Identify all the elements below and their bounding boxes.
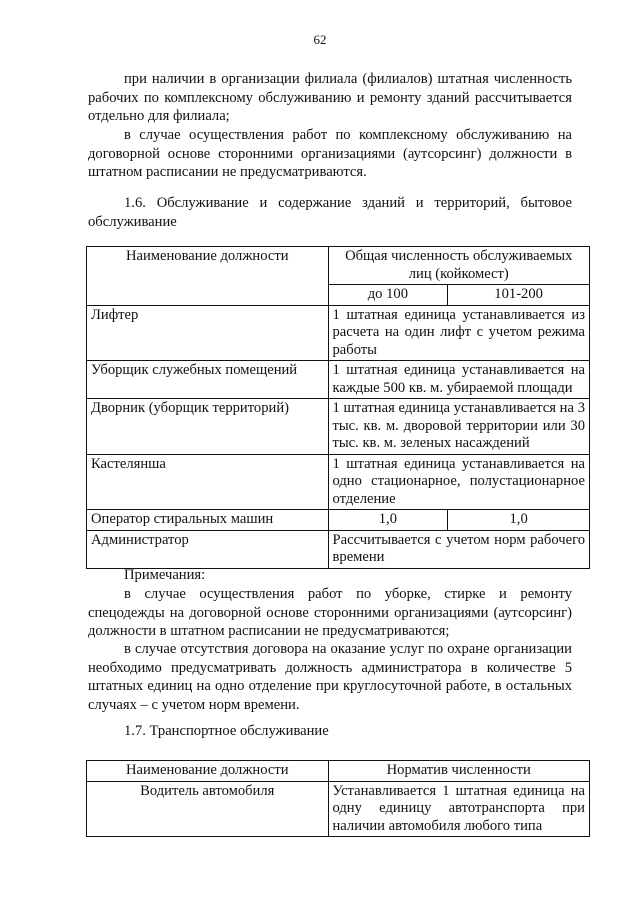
norm-cell: 1 штатная единица устанавливается на одно стационарное, полустационарное отделение <box>328 454 590 510</box>
table-row <box>87 530 590 568</box>
staffing-table <box>86 246 590 569</box>
value-cell: 1,0 <box>328 510 448 531</box>
table-row <box>87 781 590 837</box>
table-row <box>87 510 590 531</box>
norm-cell: Рассчитывается с учетом норм рабочего времени <box>328 530 590 568</box>
norm-cell: Устанавливается 1 штатная единица на одну единицу автотранспорта при наличии автомобиля любого типа <box>328 781 590 837</box>
position-cell: Дворник (уборщик территорий) <box>87 399 329 455</box>
norm-cell: 1 штатная единица устанавливается из расчета на один лифт с учетом режима работы <box>328 305 590 361</box>
notes-title: Примечания: <box>124 567 206 583</box>
intro-paragraph: при наличии в организации филиала (филиалов) штатная численность рабочих по комплексному обслуживанию и ремонту зданий рассчитывается отдельно для филиала; <box>88 71 572 125</box>
table-row <box>87 361 590 399</box>
position-cell: Уборщик служебных помещений <box>87 361 329 399</box>
note-paragraph: в случае осуществления работ по уборке, стирке и ремонту спецодежды на договорной основе сторонними организациями (аутсорсинг) должности в штатном расписании не предусматриваются; <box>88 586 572 640</box>
intro-paragraph: в случае осуществления работ по комплексному обслуживанию на договорной основе сторонними организациями (аутсорсинг) должности в штатном расписании не предусматриваются. <box>88 127 572 181</box>
norm-cell: 1 штатная единица устанавливается на каждые 500 кв. м. убираемой площади <box>328 361 590 399</box>
column-header: Норматив численности <box>328 761 590 782</box>
column-subheader: до 100 <box>328 285 448 306</box>
column-header: Общая численность обслуживаемых лиц (койкомест) <box>328 247 590 285</box>
section-heading: 1.6. Обслуживание и содержание зданий и территорий, бытовое обслуживание <box>88 195 572 230</box>
page-number: 62 <box>313 32 327 47</box>
table-row <box>87 399 590 455</box>
position-cell: Кастелянша <box>87 454 329 510</box>
transport-table <box>86 760 590 837</box>
table-row <box>87 305 590 361</box>
value-cell: 1,0 <box>448 510 590 531</box>
norm-cell: 1 штатная единица устанавливается на 3 тыс. кв. м. дворовой территории или 30 тыс. кв. м. зеленых насаждений <box>328 399 590 455</box>
column-header: Наименование должности <box>87 247 329 306</box>
section-heading: 1.7. Транспортное обслуживание <box>124 723 329 739</box>
position-cell: Лифтер <box>87 305 329 361</box>
table-header-row <box>87 247 590 285</box>
table-row <box>87 454 590 510</box>
position-cell: Водитель автомобиля <box>87 781 329 837</box>
note-paragraph: в случае отсутствия договора на оказание услуг по охране организации необходимо предусматривать должность администратора в количестве 5 штатных единиц на одно отделение при круглосуточной работе, в остальных случаях – с учетом норм времени. <box>88 641 572 713</box>
column-subheader: 101-200 <box>448 285 590 306</box>
column-header: Наименование должности <box>87 761 329 782</box>
position-cell: Оператор стиральных машин <box>87 510 329 531</box>
table-header-row <box>87 761 590 782</box>
position-cell: Администратор <box>87 530 329 568</box>
